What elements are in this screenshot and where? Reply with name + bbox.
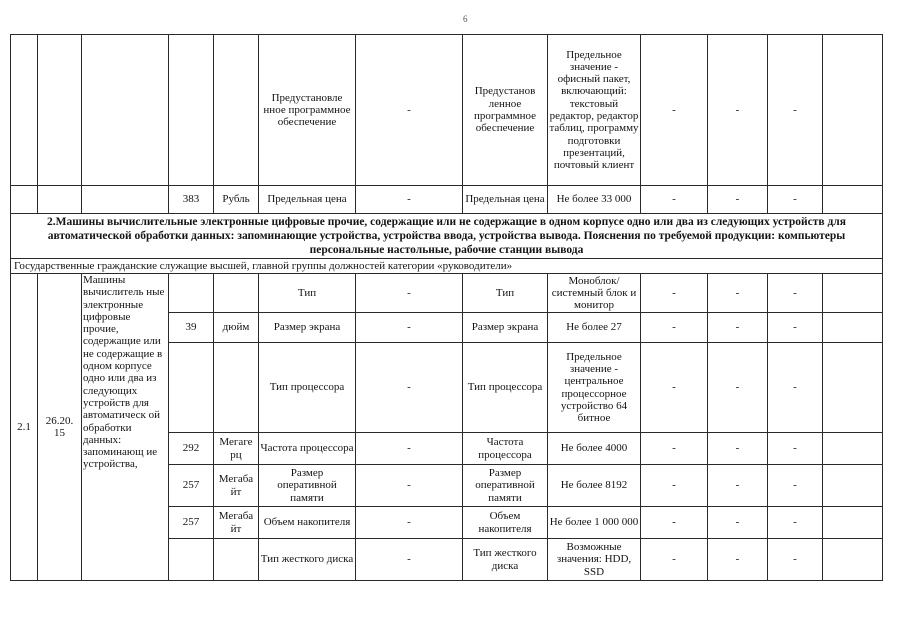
empty-cell <box>823 186 883 214</box>
dash-cell: - <box>641 539 708 581</box>
dash-cell: - <box>768 539 823 581</box>
requirements-table <box>10 34 883 581</box>
characteristic-cell: Тип процессора <box>463 343 548 433</box>
code-cell <box>169 539 214 581</box>
empty-cell <box>823 433 883 465</box>
empty-cell <box>823 35 883 186</box>
item-number: 2.1 <box>11 274 38 581</box>
dash-cell: - <box>641 313 708 343</box>
value-cell: - <box>356 343 463 433</box>
dash-cell: - <box>768 186 823 214</box>
unit-cell <box>214 35 259 186</box>
dash-cell: - <box>768 507 823 539</box>
unit-cell <box>214 274 259 313</box>
code-cell: 292 <box>169 433 214 465</box>
dash-cell: - <box>768 274 823 313</box>
code-cell: 383 <box>169 186 214 214</box>
code-cell <box>169 274 214 313</box>
value-cell: Не более 33 000 <box>548 186 641 214</box>
table-row <box>11 35 883 186</box>
category-label: Государственные гражданские служащие высшей, главной группы должностей категории «руководители» <box>11 259 883 274</box>
value-cell: - <box>356 465 463 507</box>
value-cell: - <box>356 186 463 214</box>
value-cell: - <box>356 539 463 581</box>
dash-cell: - <box>641 465 708 507</box>
okpd-cell <box>38 186 82 214</box>
dash-cell: - <box>768 465 823 507</box>
code-cell: 257 <box>169 465 214 507</box>
dash-cell: - <box>708 186 768 214</box>
value-cell: Не более 27 <box>548 313 641 343</box>
characteristic-cell: Размер экрана <box>463 313 548 343</box>
characteristic-cell: Тип <box>259 274 356 313</box>
dash-cell: - <box>708 35 768 186</box>
characteristic-cell: Объем накопителя <box>259 507 356 539</box>
value-cell: Не более 8192 <box>548 465 641 507</box>
unit-cell: Рубль <box>214 186 259 214</box>
table-row <box>11 274 883 313</box>
number-cell <box>11 35 38 186</box>
dash-cell: - <box>641 274 708 313</box>
value-cell: - <box>356 274 463 313</box>
dash-cell: - <box>708 274 768 313</box>
characteristic-cell: Предельная цена <box>259 186 356 214</box>
characteristic-cell: Тип процессора <box>259 343 356 433</box>
dash-cell: - <box>768 433 823 465</box>
value-cell: Предельное значение - офисный пакет, включающий: текстовый редактор, редактор таблиц, программу подготовки презентаций, почтовый клиент <box>548 35 641 186</box>
value-cell: Не более 1 000 000 <box>548 507 641 539</box>
value-cell: Возможные значения: HDD, SSD <box>548 539 641 581</box>
dash-cell: - <box>708 465 768 507</box>
empty-cell <box>823 539 883 581</box>
unit-cell <box>214 343 259 433</box>
characteristic-cell: Размер оперативной памяти <box>259 465 356 507</box>
dash-cell: - <box>708 539 768 581</box>
value-cell: - <box>356 433 463 465</box>
unit-cell: Мегаба йт <box>214 465 259 507</box>
code-cell: 39 <box>169 313 214 343</box>
value-cell: Моноблок/ системный блок и монитор <box>548 274 641 313</box>
dash-cell: - <box>641 433 708 465</box>
dash-cell: - <box>768 35 823 186</box>
characteristic-cell: Предельная цена <box>463 186 548 214</box>
table-row <box>11 186 883 214</box>
empty-cell <box>823 343 883 433</box>
empty-cell <box>823 274 883 313</box>
unit-cell: дюйм <box>214 313 259 343</box>
characteristic-cell: Размер оперативной памяти <box>463 465 548 507</box>
empty-cell <box>823 313 883 343</box>
okpd-cell <box>38 35 82 186</box>
value-cell: - <box>356 507 463 539</box>
category-row <box>11 259 883 274</box>
number-cell <box>11 186 38 214</box>
dash-cell: - <box>708 343 768 433</box>
characteristic-cell: Предустанов ленное программное обеспечение <box>463 35 548 186</box>
characteristic-cell: Тип жесткого диска <box>463 539 548 581</box>
section-title: 2.Машины вычислительные электронные цифровые прочие, содержащие или не содержащие в одном корпусе одно или два из следующих устройств для автоматической обработки данных: запоминающие устройства, устройства ввода, устройства вывода. Пояснения по требуемой продукции: компьютеры персональные настольные, рабочие станции вывода <box>11 214 883 259</box>
item-name: Машины вычислитель ные электронные цифровые прочие, содержащие или не содержащие в одном корпусе одно или два из следующих устройств для автоматическ ой обработки данных: запоминающ ие устройства, <box>82 274 169 581</box>
code-cell: 257 <box>169 507 214 539</box>
characteristic-cell: Тип жесткого диска <box>259 539 356 581</box>
name-cell <box>82 186 169 214</box>
dash-cell: - <box>768 313 823 343</box>
characteristic-cell: Частота процессора <box>463 433 548 465</box>
empty-cell <box>823 465 883 507</box>
unit-cell: Мегаге рц <box>214 433 259 465</box>
characteristic-cell: Объем накопителя <box>463 507 548 539</box>
empty-cell <box>823 507 883 539</box>
dash-cell: - <box>768 343 823 433</box>
characteristic-cell: Размер экрана <box>259 313 356 343</box>
dash-cell: - <box>641 186 708 214</box>
value-cell: - <box>356 313 463 343</box>
code-cell <box>169 343 214 433</box>
dash-cell: - <box>708 313 768 343</box>
page-number: 6 <box>463 14 468 24</box>
dash-cell: - <box>708 433 768 465</box>
unit-cell: Мегаба йт <box>214 507 259 539</box>
code-cell <box>169 35 214 186</box>
characteristic-cell: Тип <box>463 274 548 313</box>
dash-cell: - <box>708 507 768 539</box>
value-cell: Не более 4000 <box>548 433 641 465</box>
value-cell: - <box>356 35 463 186</box>
characteristic-cell: Частота процессора <box>259 433 356 465</box>
item-okpd-code: 26.20. 15 <box>38 274 82 581</box>
name-cell <box>82 35 169 186</box>
unit-cell <box>214 539 259 581</box>
dash-cell: - <box>641 507 708 539</box>
characteristic-cell: Предустановле нное программное обеспечение <box>259 35 356 186</box>
dash-cell: - <box>641 343 708 433</box>
section-row <box>11 214 883 259</box>
value-cell: Предельное значение - центральное процессорное устройство 64 битное <box>548 343 641 433</box>
dash-cell: - <box>641 35 708 186</box>
